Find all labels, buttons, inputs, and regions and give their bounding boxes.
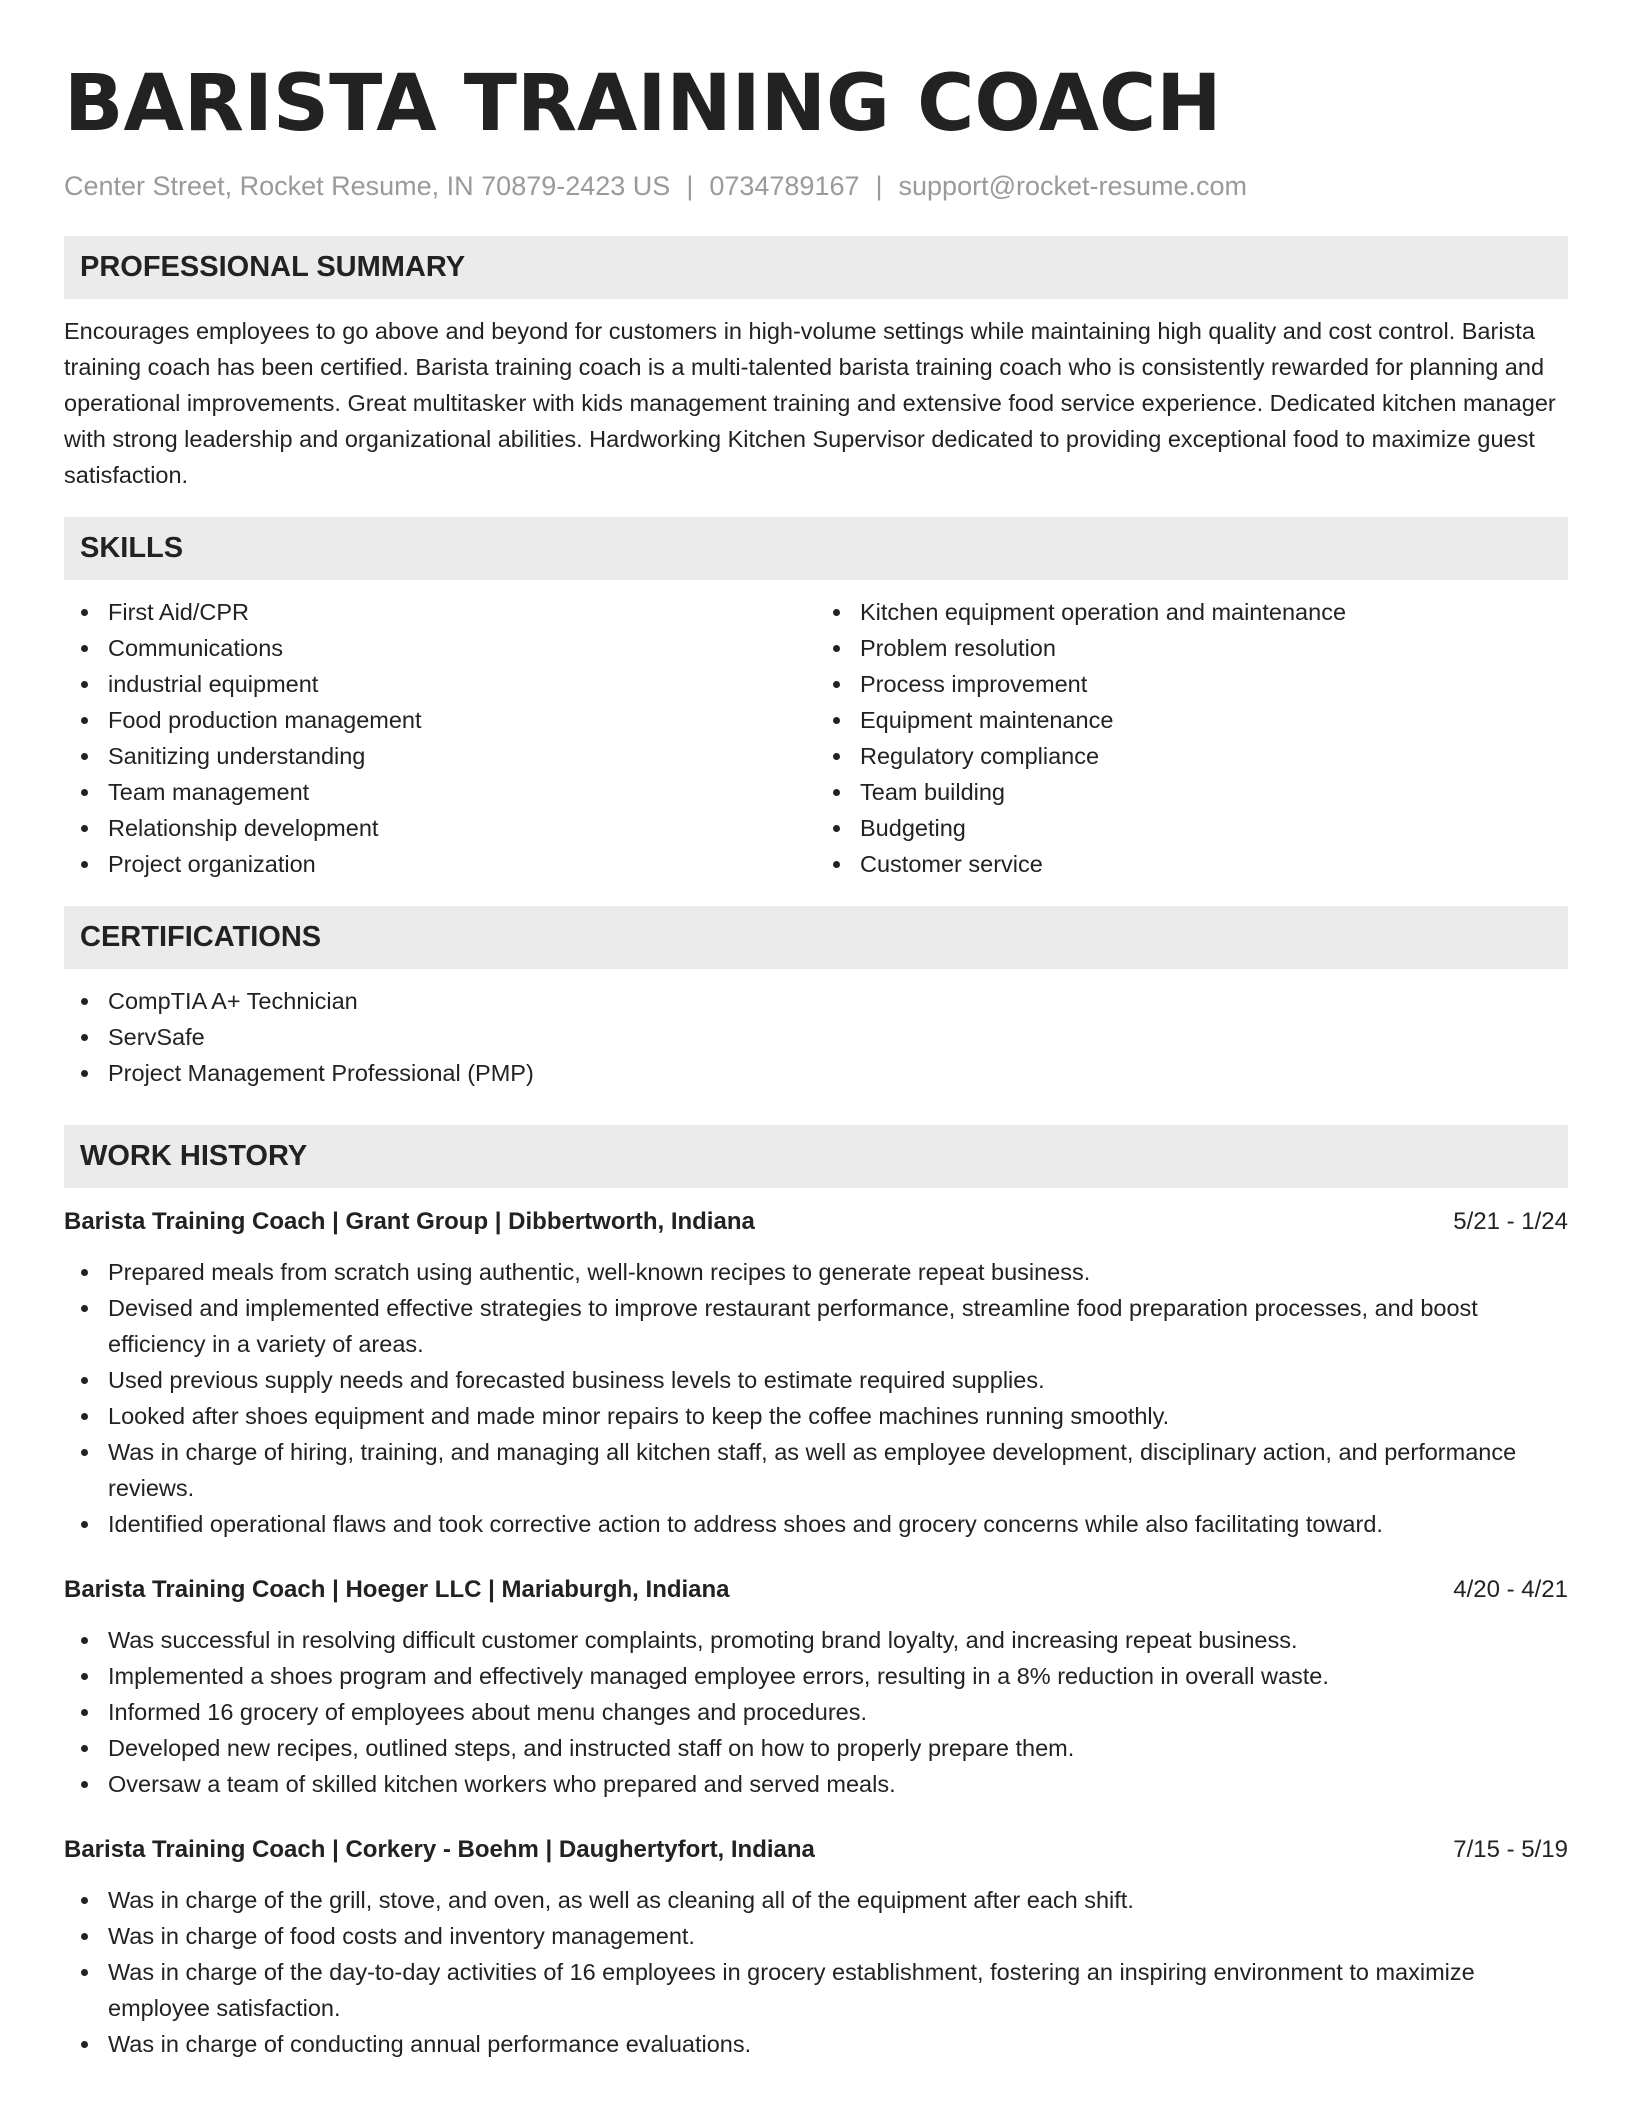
skill-item: Sanitizing understanding: [64, 738, 816, 774]
skill-item: First Aid/CPR: [64, 594, 816, 630]
job-dates: 5/21 - 1/24: [1453, 1208, 1568, 1235]
skill-item: Equipment maintenance: [816, 702, 1568, 738]
job-bullet: Prepared meals from scratch using authentic, well-known recipes to generate repeat business.: [64, 1254, 1568, 1290]
job-bullet: Informed 16 grocery of employees about menu changes and procedures.: [64, 1694, 1568, 1730]
job-dates: 7/15 - 5/19: [1453, 1836, 1568, 1863]
contact-phone: 0734789167: [709, 171, 860, 201]
job-entry: [64, 1204, 1568, 1542]
skill-item: Team building: [816, 774, 1568, 810]
job-bullets: [64, 1622, 1568, 1802]
job-bullets: [64, 1254, 1568, 1542]
skills-column-left: [64, 594, 816, 882]
skill-item: Team management: [64, 774, 816, 810]
certifications-heading: CERTIFICATIONS: [64, 906, 1568, 969]
contact-email: support@rocket-resume.com: [898, 171, 1248, 201]
candidate-name: BARISTA TRAINING COACH: [64, 59, 1222, 149]
contact-separator: |: [875, 171, 883, 201]
summary-section: [64, 236, 1568, 493]
skills-grid: [64, 594, 1568, 882]
job-bullet: Used previous supply needs and forecasted business levels to estimate required supplies.: [64, 1362, 1568, 1398]
job-bullet: Was in charge of the grill, stove, and oven, as well as cleaning all of the equipment after each shift.: [64, 1882, 1568, 1918]
job-bullet: Identified operational flaws and took corrective action to address shoes and grocery concerns while also facilitating toward.: [64, 1506, 1568, 1542]
skill-item: Project organization: [64, 846, 816, 882]
job-bullet: Implemented a shoes program and effectively managed employee errors, resulting in a 8% reduction in overall waste.: [64, 1658, 1568, 1694]
job-bullet: Was in charge of the day-to-day activities of 16 employees in grocery establishment, fostering an inspiring environment to maximize employee satisfaction.: [64, 1954, 1568, 2026]
skill-item: Communications: [64, 630, 816, 666]
contact-address: Center Street, Rocket Resume, IN 70879-2423 US: [64, 171, 671, 201]
job-header: [64, 1832, 1568, 1868]
certification-item: ServSafe: [64, 1019, 1568, 1055]
skill-item: Relationship development: [64, 810, 816, 846]
skill-item: Budgeting: [816, 810, 1568, 846]
skills-section: [64, 517, 1568, 882]
skills-heading: SKILLS: [64, 517, 1568, 580]
work-history-heading: WORK HISTORY: [64, 1125, 1568, 1188]
certifications-section: [64, 906, 1568, 1091]
job-bullet: Was in charge of conducting annual performance evaluations.: [64, 2026, 1568, 2062]
job-bullet: Was successful in resolving difficult customer complaints, promoting brand loyalty, and increasing repeat business.: [64, 1622, 1568, 1658]
job-bullet: Was in charge of hiring, training, and managing all kitchen staff, as well as employee development, disciplinary action, and performance reviews.: [64, 1434, 1568, 1506]
job-bullet: Devised and implemented effective strategies to improve restaurant performance, streamline food preparation processes, and boost efficiency in a variety of areas.: [64, 1290, 1568, 1362]
skill-item: Regulatory compliance: [816, 738, 1568, 774]
job-header: [64, 1204, 1568, 1240]
job-title: Barista Training Coach | Grant Group | Dibbertworth, Indiana: [64, 1208, 755, 1235]
job-bullet: Was in charge of food costs and inventory management.: [64, 1918, 1568, 1954]
skill-item: Process improvement: [816, 666, 1568, 702]
job-bullets: [64, 1882, 1568, 2062]
skills-list-right: [816, 594, 1568, 882]
summary-heading: PROFESSIONAL SUMMARY: [64, 236, 1568, 299]
certification-item: CompTIA A+ Technician: [64, 983, 1568, 1019]
skill-item: industrial equipment: [64, 666, 816, 702]
job-title: Barista Training Coach | Hoeger LLC | Mariaburgh, Indiana: [64, 1576, 730, 1603]
job-bullet: Looked after shoes equipment and made minor repairs to keep the coffee machines running smoothly.: [64, 1398, 1568, 1434]
job-title: Barista Training Coach | Corkery - Boehm | Daughertyfort, Indiana: [64, 1836, 815, 1863]
contact-separator: |: [686, 171, 694, 201]
certifications-list: [64, 983, 1568, 1091]
skills-list-left: [64, 594, 816, 882]
summary-text: Encourages employees to go above and beyond for customers in high-volume settings while maintaining high quality and cost control. Barista training coach has been certified. Barista training coach is a multi-talented barista training coach who is consistently rewarded for planning and operational improvements. Great multitasker with kids management training and extensive food service experience. Dedicated kitchen manager with strong leadership and organizational abilities. Hardworking Kitchen Supervisor dedicated to providing exceptional food to maximize guest satisfaction.: [64, 318, 1556, 488]
skill-item: Problem resolution: [816, 630, 1568, 666]
skill-item: Customer service: [816, 846, 1568, 882]
skills-column-right: [816, 594, 1568, 882]
work-history-section: [64, 1125, 1568, 2062]
job-bullet: Oversaw a team of skilled kitchen workers who prepared and served meals.: [64, 1766, 1568, 1802]
skill-item: Food production management: [64, 702, 816, 738]
job-dates: 4/20 - 4/21: [1453, 1576, 1568, 1603]
contact-line: [64, 168, 1568, 204]
job-header: [64, 1572, 1568, 1608]
certification-item: Project Management Professional (PMP): [64, 1055, 1568, 1091]
job-entry: [64, 1832, 1568, 2062]
job-entry: [64, 1572, 1568, 1802]
skill-item: Kitchen equipment operation and maintenance: [816, 594, 1568, 630]
job-bullet: Developed new recipes, outlined steps, and instructed staff on how to properly prepare them.: [64, 1730, 1568, 1766]
